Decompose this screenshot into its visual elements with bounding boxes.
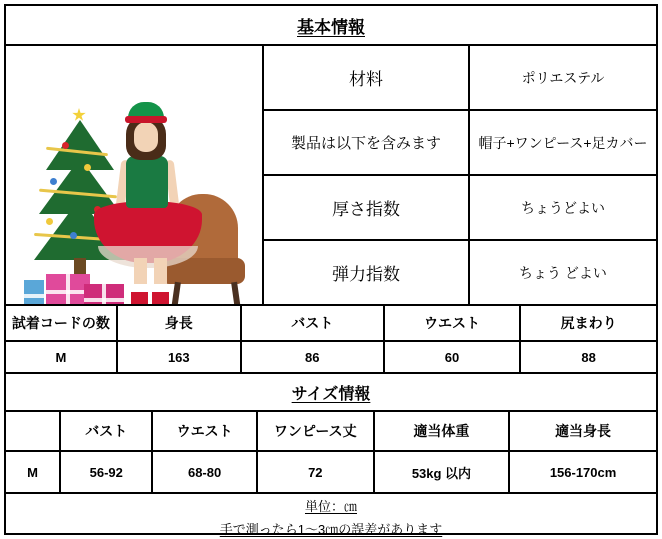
tree-trunk	[74, 258, 86, 274]
product-photo	[6, 46, 264, 304]
cell-height: 156-170cm	[549, 464, 617, 480]
col-header-size	[6, 412, 60, 451]
model-bodice	[126, 156, 168, 208]
col-header-bust: バスト	[60, 412, 152, 451]
info-label: 弾力指数	[264, 241, 470, 304]
col-header-waist: ウエスト	[384, 306, 521, 341]
cell-hip: 88	[581, 349, 596, 365]
info-label: 材料	[264, 46, 470, 109]
cell-waist: 68-80	[152, 451, 257, 492]
unit-note: 単位：㎝	[304, 499, 357, 514]
col-header-waist: ウエスト	[152, 412, 257, 451]
cell-dress-length: 72	[257, 451, 374, 492]
col-header-weight: 適当体重	[374, 412, 509, 451]
tree-bauble	[50, 178, 57, 185]
col-header-height: 適当身長	[509, 412, 656, 451]
cell-height: 163	[117, 341, 241, 372]
info-row	[264, 176, 656, 241]
info-label: 製品は以下を含みます	[264, 111, 470, 174]
tree-bauble	[70, 232, 77, 239]
footer-notes	[6, 494, 656, 539]
tree-bauble	[84, 164, 91, 171]
info-row	[264, 111, 656, 176]
info-label: 厚さ指数	[264, 176, 470, 239]
gift-box-magenta	[84, 284, 124, 304]
info-value: 帽子+ワンピース+足カバー	[478, 134, 648, 151]
size-chart-table	[6, 412, 656, 494]
col-header-hip: 尻まわり	[520, 306, 656, 341]
table-row	[6, 341, 656, 372]
col-header-dress-length: ワンピース丈	[257, 412, 374, 451]
material-info-table	[264, 46, 656, 304]
info-value: ポリエステル	[521, 69, 605, 86]
model-face	[134, 122, 158, 152]
cell-fit-code: M	[6, 341, 117, 372]
cell-waist: 60	[384, 341, 521, 372]
cell-size: M	[6, 451, 60, 492]
col-header-bust: バスト	[241, 306, 384, 341]
size-info-title-row	[6, 374, 656, 412]
info-value: ちょう どよい	[519, 264, 607, 281]
info-value: ちょうどよい	[521, 199, 605, 216]
model-measurement-table	[6, 306, 656, 374]
col-header-height: 身長	[117, 306, 241, 341]
tree-bauble	[62, 142, 69, 149]
basic-info-title-row	[6, 6, 656, 46]
size-section-title: サイズ情報	[291, 385, 371, 403]
cell-bust: 56-92	[60, 451, 152, 492]
armchair-leg-left	[169, 282, 181, 304]
armchair-leg-right	[231, 282, 243, 304]
tree-bauble	[46, 218, 53, 225]
info-row	[264, 46, 656, 111]
table-header-row	[6, 412, 656, 451]
info-row	[264, 241, 656, 304]
gift-box-blue	[24, 280, 44, 304]
sheet-border	[4, 4, 658, 535]
table-header-row	[6, 306, 656, 341]
cell-weight: 53kg 以内	[374, 451, 509, 492]
cell-bust: 86	[241, 341, 384, 372]
tolerance-note: 手で測ったら1～3㎝の誤差があります	[219, 522, 443, 537]
model-boot-cuff-left	[131, 284, 148, 292]
col-header-fit-code: 試着コードの数	[6, 306, 117, 341]
photo-illustration	[6, 46, 262, 304]
table-row	[6, 451, 656, 492]
upper-section	[6, 46, 656, 306]
page-title: 基本情報	[297, 17, 365, 37]
model-hat-band	[125, 116, 167, 123]
model-boot-cuff-right	[152, 284, 169, 292]
